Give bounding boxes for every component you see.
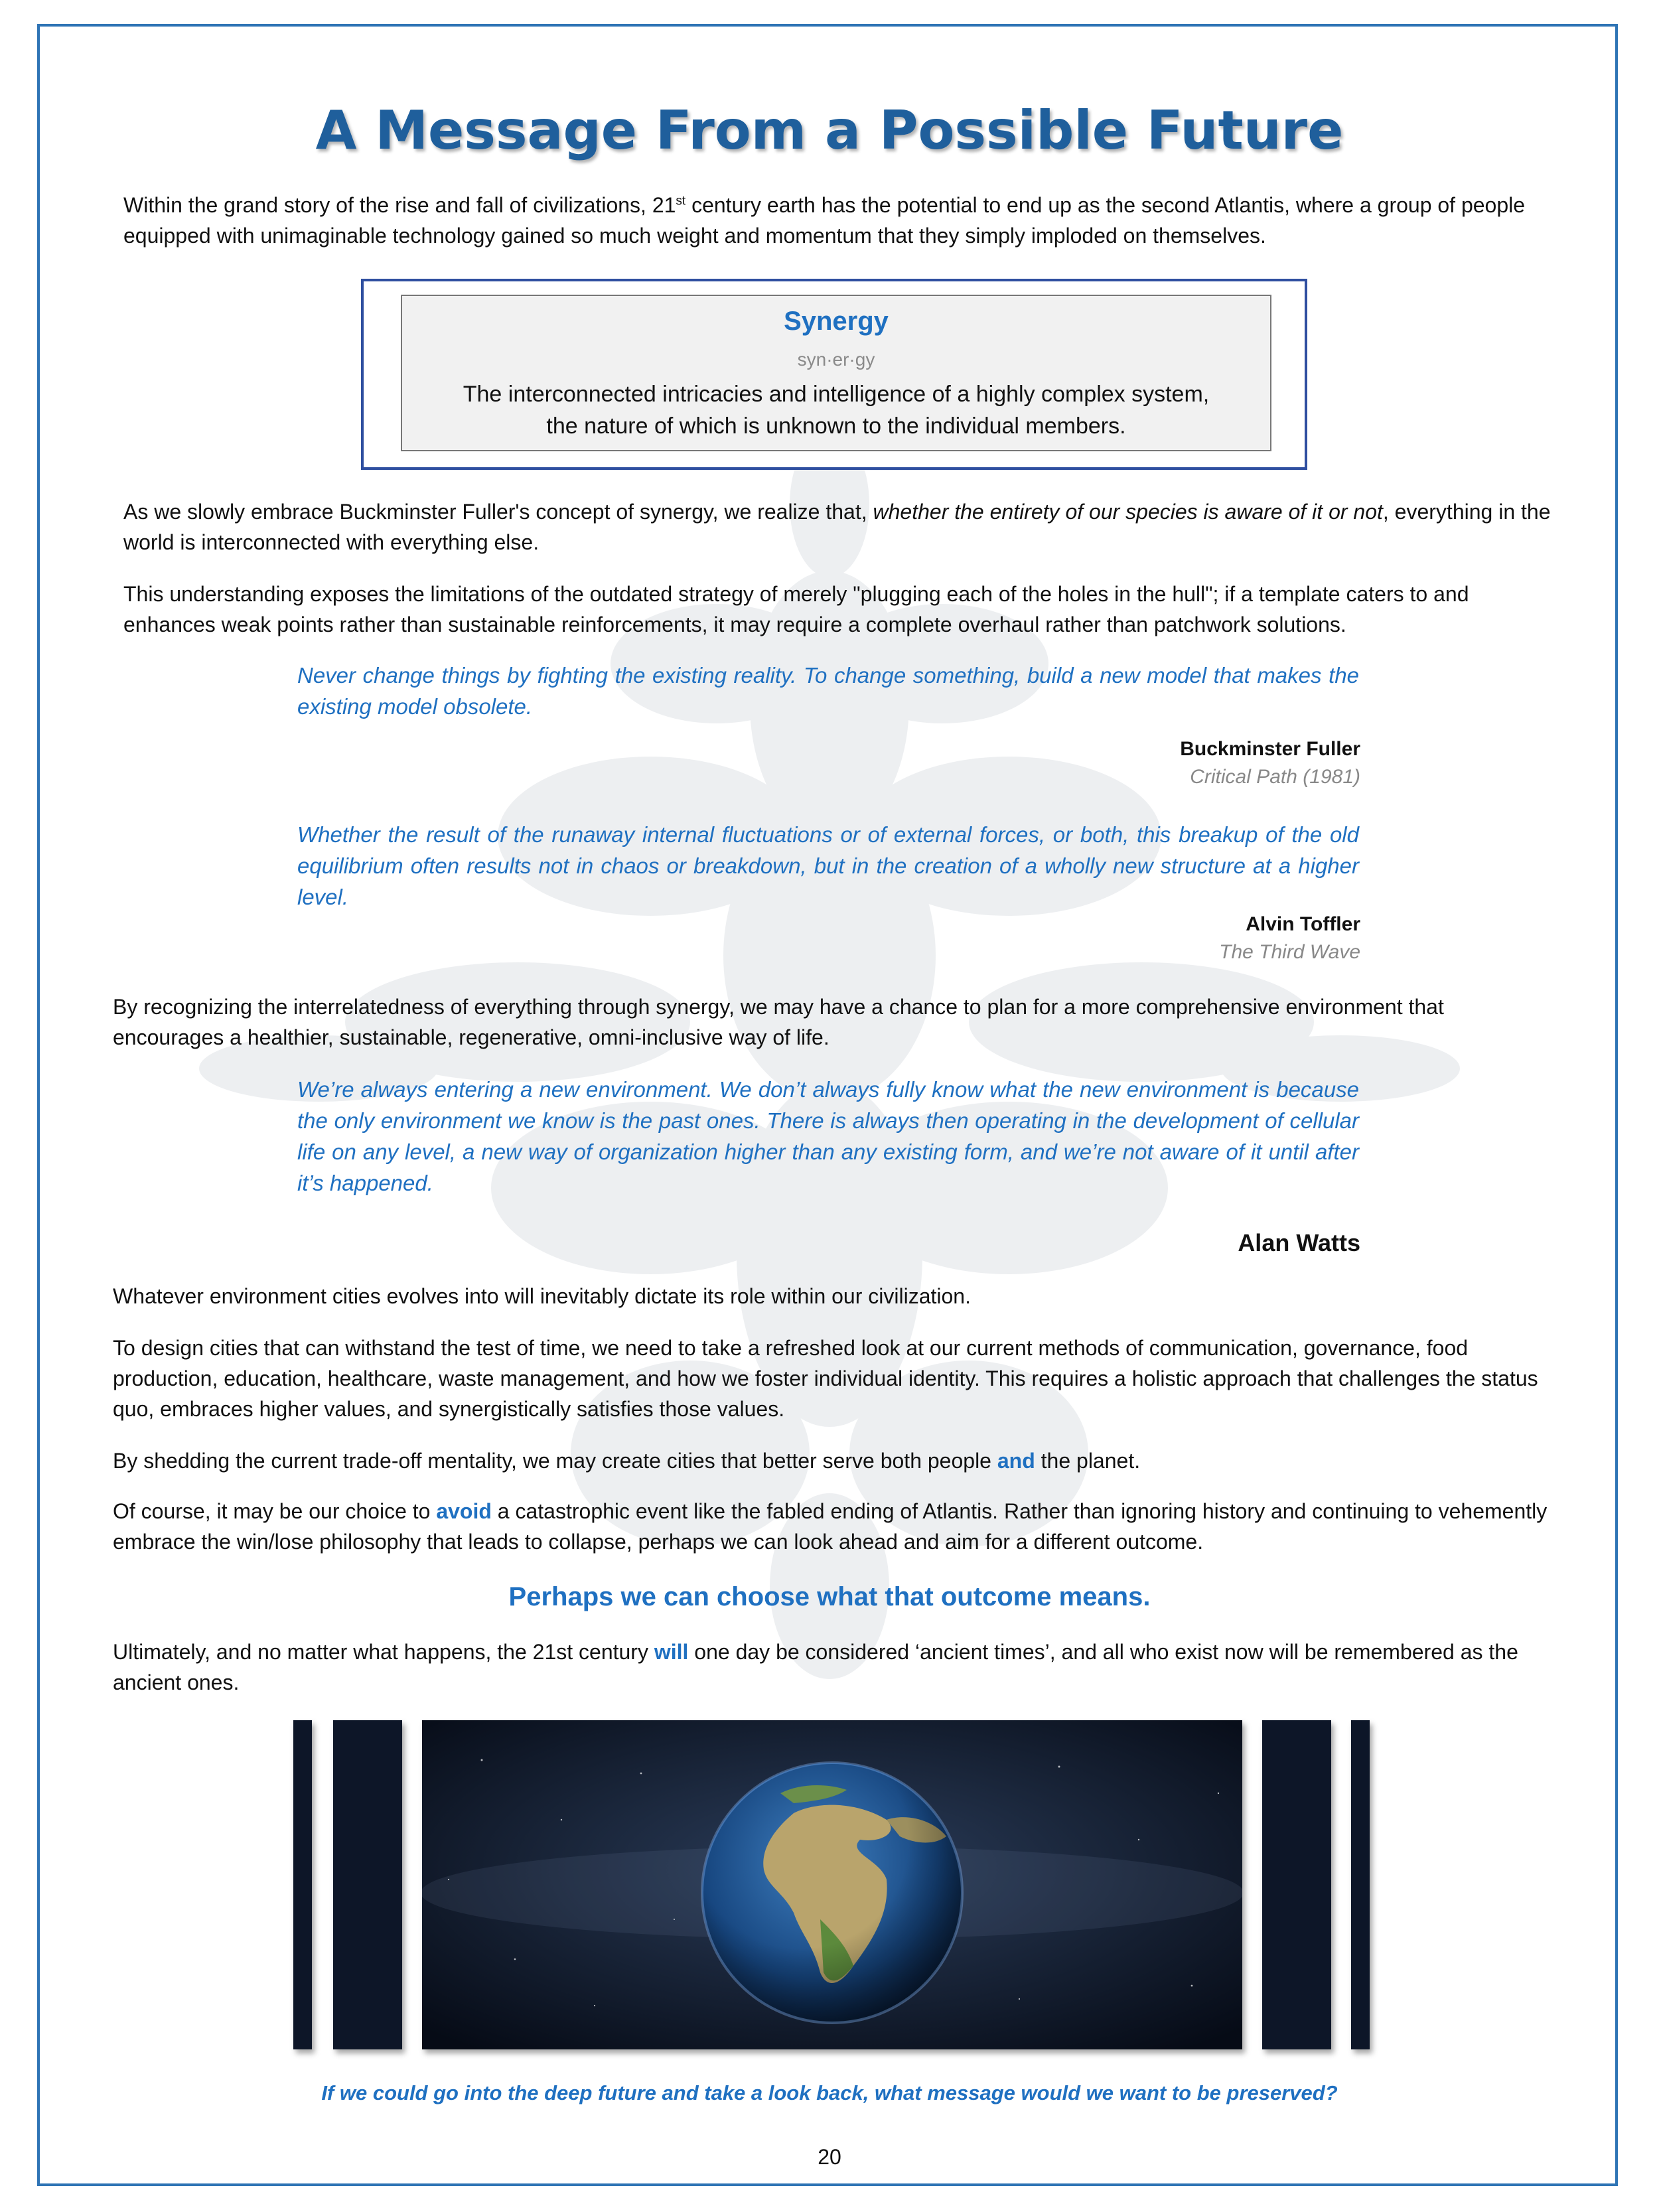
earth-in-space-icon [422, 1720, 1242, 2049]
definition-line-1: The interconnected intricacies and intelligence of a highly complex system, [463, 382, 1210, 407]
image-panel-far-left [293, 1720, 312, 2049]
ofcourse-text-after: a catastrophic event like the fabled ending of Atlantis. Rather than ignoring history and continuing to vehemently embrace the win/lose philosophy that leads to collapse, perhaps we can look ahead and aim for a different outcome. [113, 1499, 1548, 1554]
understanding-paragraph: This understanding exposes the limitations of the outdated strategy of merely "plugging each of the holes in the hull"; if a template caters to and enhances weak points rather than sustainable reinforcements, it may require a complete overhaul rather than patchwork solutions. [123, 582, 1469, 636]
page-title: A Message From a Possible Future [315, 100, 1344, 161]
definition-box [401, 295, 1271, 451]
quote-fuller: Never change things by fighting the existing reality. To change something, build a new model that makes the existing model obsolete. [297, 663, 1359, 719]
intro-text-part2: century earth has the potential to end up as the second Atlantis, where a group of people equipped with unimaginable technology gained so much weight and momentum that they simply imploded on themselves. [123, 193, 1526, 248]
quote-fuller-source: Critical Path (1981) [1190, 766, 1360, 788]
shedding-text-before: By shedding the current trade-off mentality, we may create cities that better serve both people [113, 1449, 997, 1473]
ultimately-text-before: Ultimately, and no matter what happens, the 21st century [113, 1640, 654, 1664]
quote-toffler-author: Alvin Toffler [1246, 913, 1360, 935]
definition-word: Synergy [784, 307, 889, 336]
intro-paragraph [123, 190, 1557, 251]
image-panel-far-right [1351, 1720, 1370, 2049]
image-panel-left [333, 1720, 402, 2049]
synergy-text-after: , everything in the world is interconnected with everything else. [123, 500, 1551, 554]
intro-superscript: st [676, 194, 686, 208]
whatever-paragraph: Whatever environment cities evolves into will inevitably dictate its role within our civilization. [113, 1284, 971, 1308]
ultimately-paragraph [113, 1637, 1559, 1698]
quote-fuller-author: Buckminster Fuller [1180, 738, 1360, 760]
synergy-text-before: As we slowly embrace Buckminster Fuller's concept of synergy, we realize that, [123, 500, 873, 524]
shedding-paragraph [113, 1445, 1559, 1476]
recognizing-paragraph: By recognizing the interrelatedness of everything through synergy, we may have a chance to plan for a more comprehensive environment that encourages a healthier, sustainable, regenerative, omni-inclusive way of life. [113, 995, 1444, 1049]
page-number: 20 [818, 2145, 841, 2169]
definition-text [402, 378, 1270, 442]
definition-pronunciation: syn·er·gy [797, 349, 875, 370]
ultimately-text-after: one day be considered ‘ancient times’, and all who exist now will be remembered as the ancient ones. [113, 1640, 1518, 1694]
quote-watts: We’re always entering a new environment. We don’t always fully know what the new environment is because the only environment we know is the past ones. There is always then operating in the development of cellular life on any level, a new way of organization higher than any existing form, and we’re not aware of it until after it’s happened. [297, 1077, 1359, 1195]
ofcourse-highlight: avoid [436, 1499, 492, 1523]
earth-image [422, 1720, 1242, 2049]
quote-watts-author: Alan Watts [1238, 1229, 1360, 1256]
shedding-text-after: the planet. [1035, 1449, 1141, 1473]
definition-line-2: the nature of which is unknown to the individual members. [546, 413, 1126, 439]
ofcourse-paragraph [113, 1496, 1559, 1557]
quote-toffler-source: The Third Wave [1219, 941, 1360, 963]
center-heading: Perhaps we can choose what that outcome means. [508, 1582, 1151, 1611]
quote-toffler: Whether the result of the runaway internal fluctuations or of external forces, or both, this breakup of the old equilibrium often results not in chaos or breakdown, but in the creation of a wholly new structure at a higher level. [297, 822, 1359, 909]
synergy-text-italic: whether the entirety of our species is aware of it or not [873, 500, 1383, 524]
intro-text-part1: Within the grand story of the rise and fall of civilizations, 21 [123, 193, 676, 217]
image-caption: If we could go into the deep future and take a look back, what message would we want to be preserved? [321, 2081, 1338, 2104]
design-paragraph: To design cities that can withstand the test of time, we need to take a refreshed look at our current methods of communication, governance, food production, education, healthcare, waste management, and how we foster individual identity. This requires a holistic approach that challenges the status quo, embraces higher values, and synergistically satisfies those values. [113, 1336, 1538, 1421]
shedding-highlight: and [997, 1449, 1035, 1473]
synergy-paragraph [123, 496, 1557, 557]
ofcourse-text-before: Of course, it may be our choice to [113, 1499, 437, 1523]
image-panel-right [1262, 1720, 1331, 2049]
ultimately-highlight: will [654, 1640, 689, 1664]
